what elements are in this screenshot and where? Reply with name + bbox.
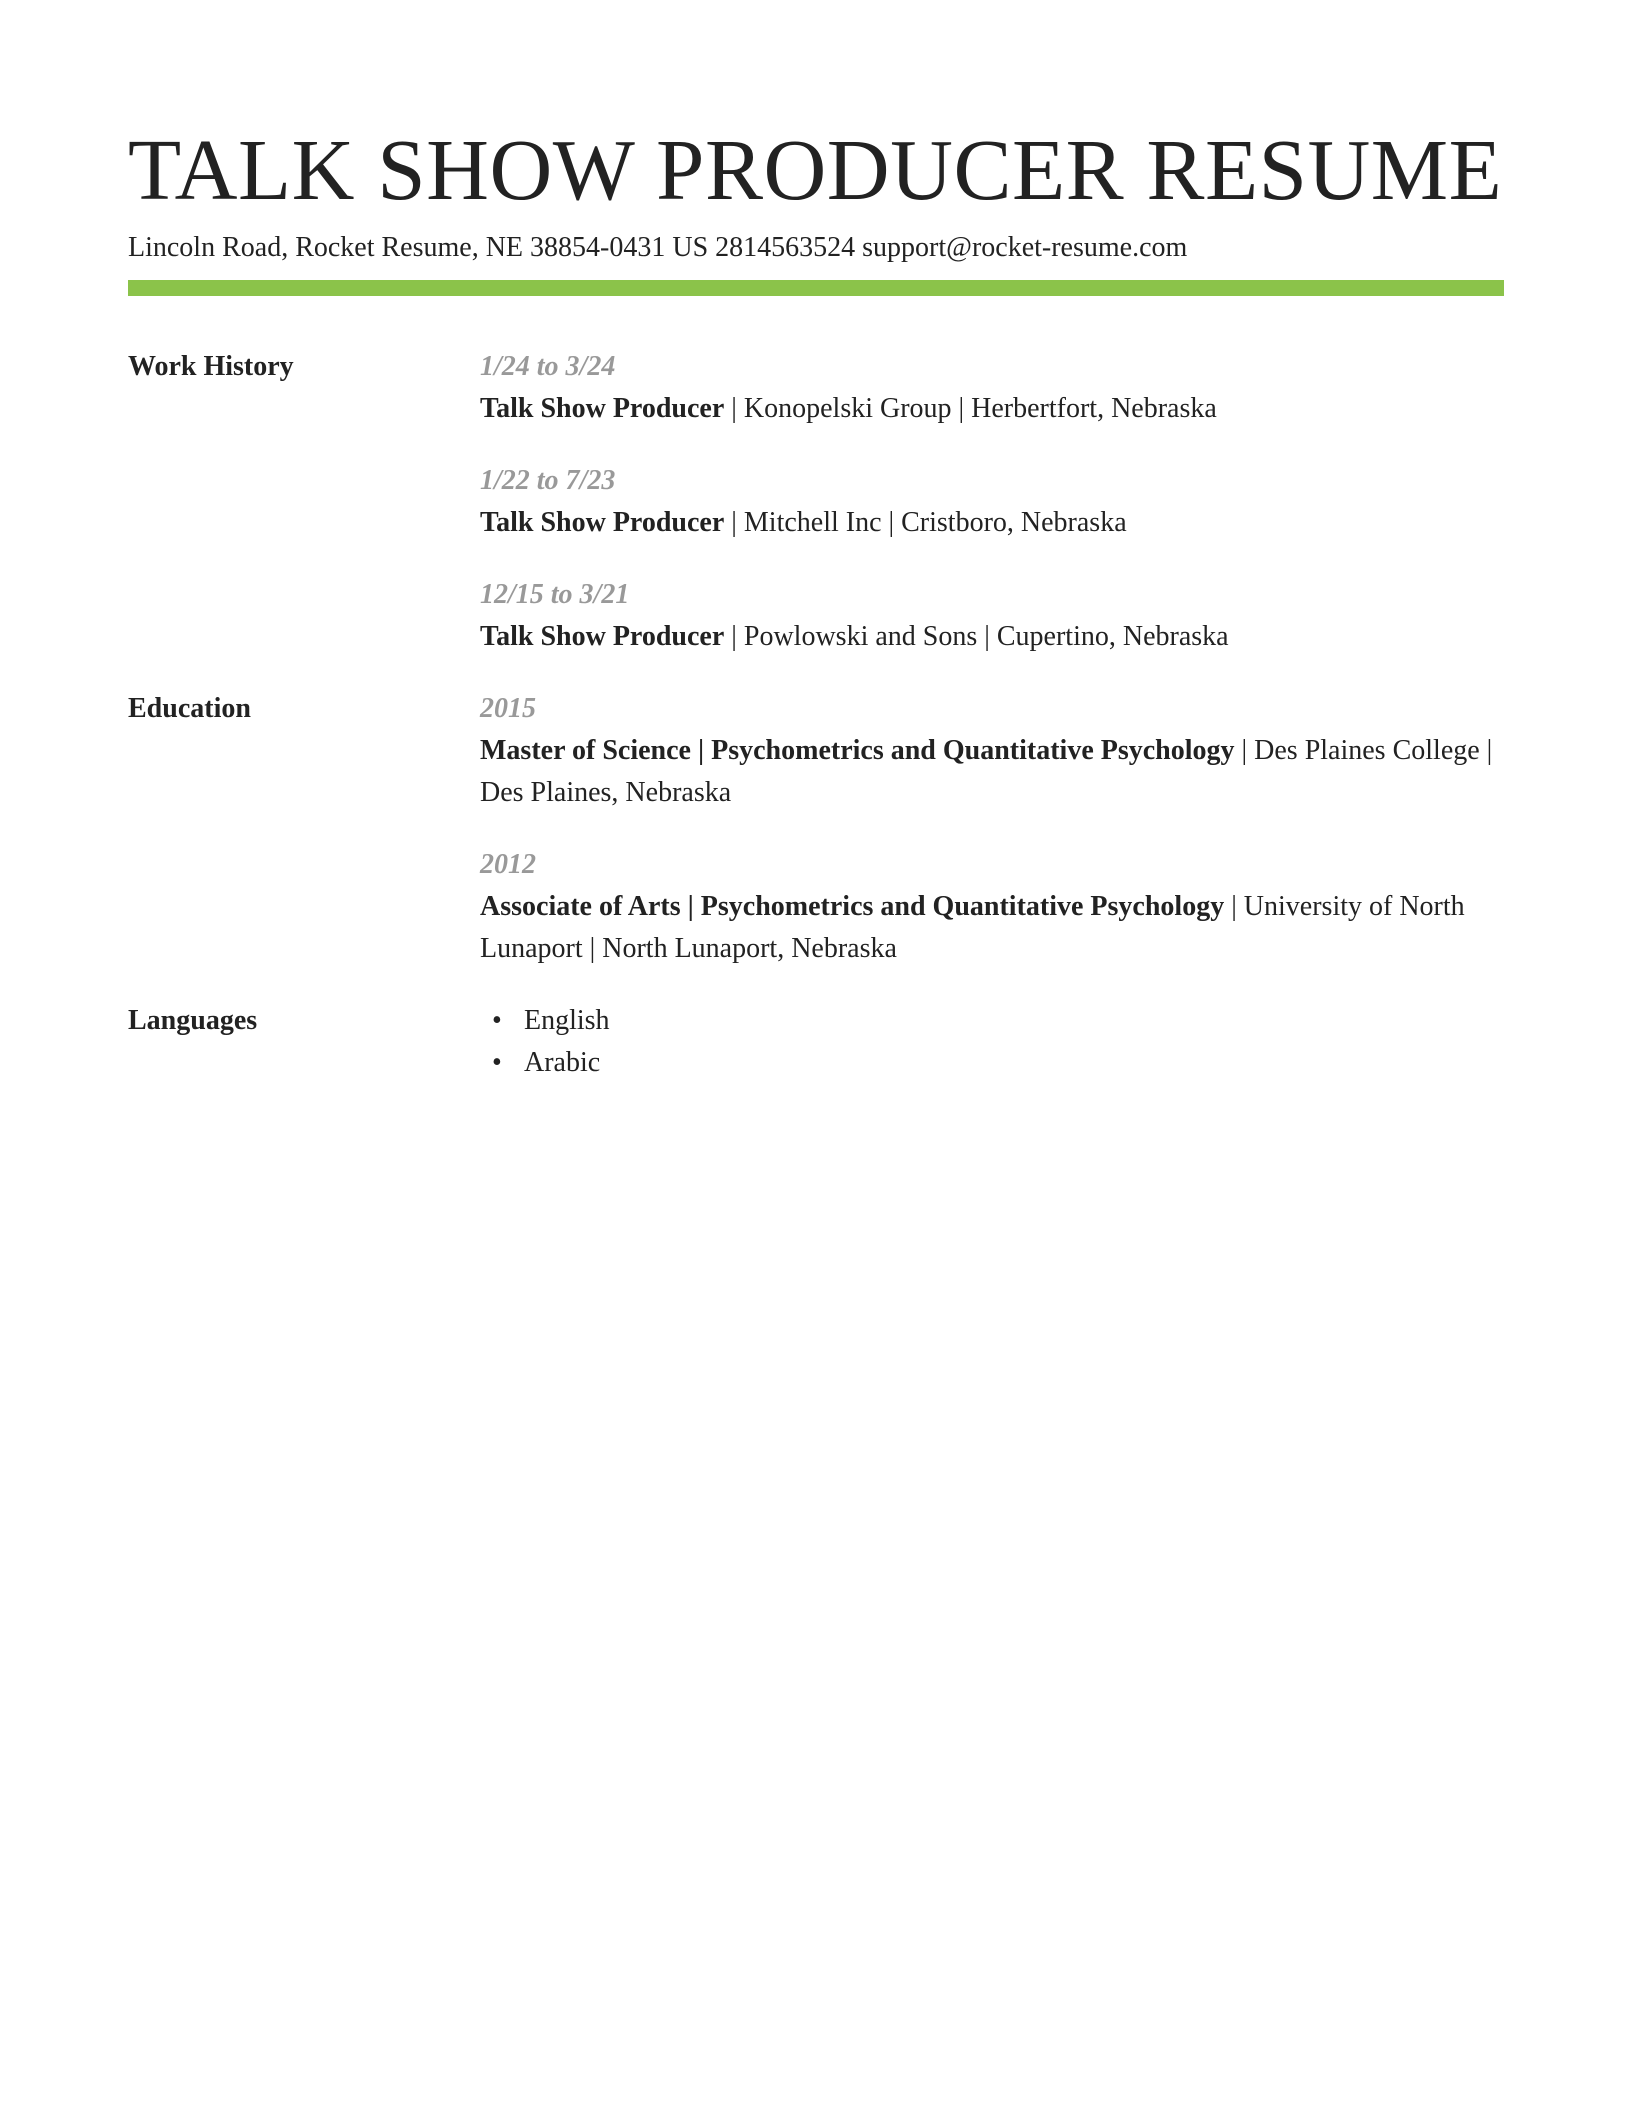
degree: Master of Science | Psychometrics and Quantitative Psychology (480, 735, 1235, 766)
job-details: | Powlowski and Sons | Cupertino, Nebraska (724, 621, 1229, 652)
header-divider (128, 280, 1504, 296)
languages-section (128, 1000, 1504, 1084)
language-item (480, 1042, 1504, 1084)
entry-date: 2015 (480, 693, 536, 724)
work-entry (480, 574, 1504, 658)
entry-line (480, 502, 1504, 544)
job-title: Talk Show Producer (480, 621, 725, 652)
entry-line (480, 886, 1504, 970)
work-history-entries (480, 346, 1504, 658)
contact-line (128, 228, 1504, 268)
bullet-icon: • (492, 1005, 502, 1036)
job-details: | Mitchell Inc | Cristboro, Nebraska (724, 507, 1127, 538)
entry-date: 12/15 to 3/21 (480, 579, 630, 610)
work-entry (480, 346, 1504, 430)
degree: Associate of Arts | Psychometrics and Quantitative Psychology (480, 891, 1225, 922)
languages-list-wrap (480, 1000, 1504, 1084)
contact-address: Lincoln Road, Rocket Resume, NE 38854-0431 US (128, 232, 709, 263)
work-entry (480, 460, 1504, 544)
job-title: Talk Show Producer (480, 393, 725, 424)
contact-phone: 2814563524 (715, 232, 856, 263)
language-name: Arabic (524, 1047, 601, 1078)
education-section (128, 688, 1504, 970)
entry-date: 1/24 to 3/24 (480, 351, 616, 382)
bullet-icon: • (492, 1047, 502, 1078)
entry-line (480, 388, 1504, 430)
resume-title: TALK SHOW PRODUCER RESUME (128, 121, 1503, 218)
entry-line (480, 616, 1504, 658)
section-label-work-history: Work History (128, 351, 294, 382)
section-label-education: Education (128, 693, 251, 724)
school-details: | University of North Lunaport | North Lunaport, Nebraska (480, 891, 1465, 964)
language-item (480, 1000, 1504, 1042)
education-entries (480, 688, 1504, 970)
contact-email[interactable]: support@rocket-resume.com (862, 232, 1188, 263)
languages-list (480, 1000, 1504, 1084)
education-entry (480, 688, 1504, 814)
school-details: | Des Plaines College | Des Plaines, Nebraska (480, 735, 1493, 808)
section-label-languages: Languages (128, 1005, 258, 1036)
resume-page (128, 120, 1504, 1084)
job-details: | Konopelski Group | Herbertfort, Nebraska (724, 393, 1217, 424)
entry-date: 1/22 to 7/23 (480, 465, 616, 496)
work-history-section (128, 346, 1504, 658)
language-name: English (524, 1005, 610, 1036)
entry-date: 2012 (480, 849, 536, 880)
job-title: Talk Show Producer (480, 507, 725, 538)
entry-line (480, 730, 1504, 814)
education-entry (480, 844, 1504, 970)
